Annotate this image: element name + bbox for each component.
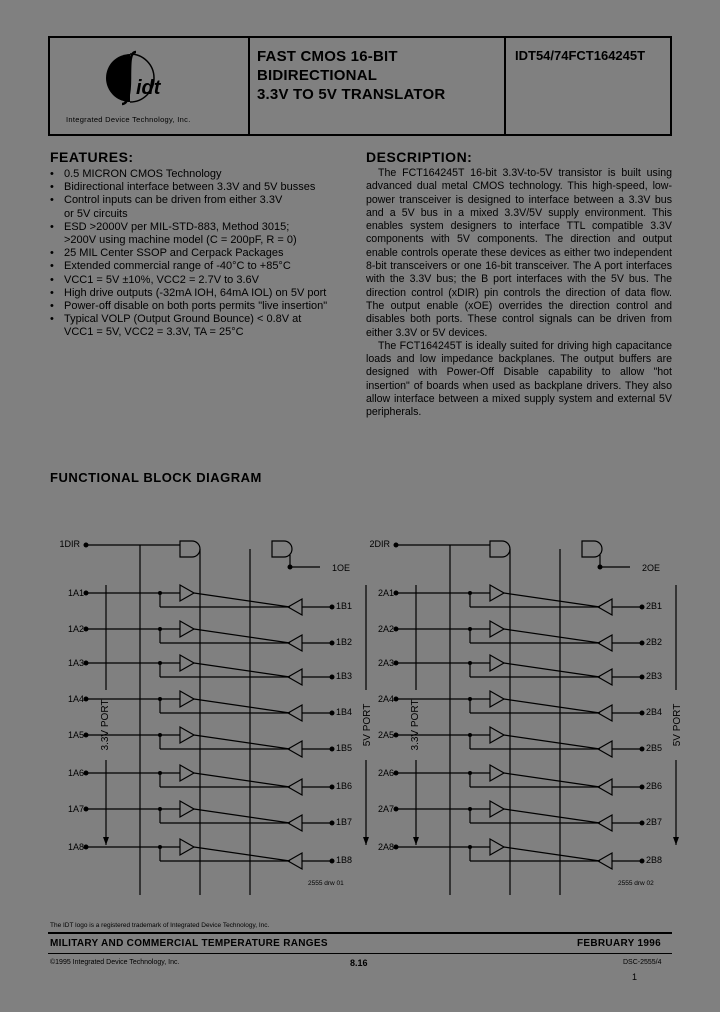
b-port-label: 1B8 bbox=[336, 855, 353, 865]
feature-item bbox=[50, 274, 350, 287]
buffer-b-to-a bbox=[598, 815, 612, 831]
feature-text: or 5V circuits bbox=[64, 207, 128, 220]
bullet-icon: • bbox=[50, 300, 54, 313]
feature-item bbox=[50, 194, 350, 220]
buffer-b-to-a bbox=[598, 741, 612, 757]
b-port-label: 1B1 bbox=[336, 601, 353, 611]
buffer-b-to-a bbox=[288, 669, 302, 685]
page-title bbox=[257, 47, 502, 104]
b-port-label: 2B3 bbox=[646, 671, 663, 681]
cross-wire bbox=[504, 773, 600, 787]
b-pin bbox=[640, 675, 645, 680]
bullet-icon: • bbox=[50, 194, 54, 207]
cross-wire bbox=[194, 773, 290, 787]
buffer-a-to-b bbox=[490, 655, 504, 671]
copyright: ©1995 Integrated Device Technology, Inc. bbox=[50, 959, 180, 966]
buffer-a-to-b bbox=[180, 621, 194, 637]
buffer-a-to-b bbox=[490, 621, 504, 637]
a-port-label: 1A5 bbox=[67, 730, 84, 740]
a-port-label: 1A8 bbox=[67, 842, 84, 852]
arrow-head bbox=[363, 837, 369, 845]
bullet-icon: • bbox=[50, 181, 54, 194]
a-port-label: 2A7 bbox=[377, 804, 394, 814]
b-pin bbox=[330, 641, 335, 646]
a-pin bbox=[84, 845, 89, 850]
cross-wire bbox=[504, 593, 600, 607]
b-port-label: 2B5 bbox=[646, 743, 663, 753]
oe-label: 2OE bbox=[642, 563, 661, 573]
a-pin bbox=[84, 771, 89, 776]
cross-wire bbox=[504, 663, 600, 677]
doc-number: DSC-2555/4 bbox=[623, 959, 662, 966]
a-port-label: 2A2 bbox=[377, 624, 394, 634]
a-port-label: 2A3 bbox=[377, 658, 394, 668]
cross-wire bbox=[194, 809, 290, 823]
bullet-icon: • bbox=[50, 286, 54, 299]
bullet-icon: • bbox=[50, 247, 54, 260]
feature-text: Bidirectional interface between 3.3V and 5V busses bbox=[64, 181, 316, 194]
a-pin bbox=[394, 845, 399, 850]
a-port-label: 2A5 bbox=[377, 730, 394, 740]
feature-text: 0.5 MICRON CMOS Technology bbox=[64, 168, 222, 180]
a-port-label: 2A4 bbox=[377, 694, 394, 704]
feature-text: 25 MIL Center SSOP and Cerpack Packages bbox=[64, 247, 284, 260]
temperature-ranges: MILITARY AND COMMERCIAL TEMPERATURE RANGES bbox=[50, 938, 328, 949]
oe-label: 1OE bbox=[332, 563, 351, 573]
b-port-label: 1B7 bbox=[336, 817, 353, 827]
b-pin bbox=[330, 821, 335, 826]
feature-text: >200V using machine model (C = 200pF, R = 0) bbox=[64, 234, 297, 247]
feature-text: High drive outputs (-32mA IOH, 64mA IOL) on 5V port bbox=[64, 286, 327, 299]
b-port-label: 1B5 bbox=[336, 743, 353, 753]
arrow-head bbox=[103, 837, 109, 845]
a-pin bbox=[84, 733, 89, 738]
a-port-label: 2A1 bbox=[377, 588, 394, 598]
b-port-label: 2B1 bbox=[646, 601, 663, 611]
buffer-b-to-a bbox=[598, 635, 612, 651]
part-number: IDT54/74FCT164245T bbox=[515, 48, 646, 63]
features-heading: FEATURES: bbox=[50, 149, 134, 165]
page-code: 8.16 bbox=[350, 958, 368, 968]
b-pin bbox=[640, 605, 645, 610]
cross-wire bbox=[504, 629, 600, 643]
buffer-a-to-b bbox=[490, 839, 504, 855]
a-pin bbox=[84, 807, 89, 812]
buffer-a-to-b bbox=[180, 801, 194, 817]
dir-node bbox=[394, 543, 399, 548]
cross-wire bbox=[504, 699, 600, 713]
buffer-a-to-b bbox=[490, 801, 504, 817]
b-pin bbox=[330, 605, 335, 610]
b-port-label: 1B3 bbox=[336, 671, 353, 681]
feature-item bbox=[50, 221, 350, 247]
a-port-label: 2A8 bbox=[377, 842, 394, 852]
b-port-label: 2B7 bbox=[646, 817, 663, 827]
port-label-left: 3.3V PORT bbox=[100, 699, 111, 751]
a-pin bbox=[394, 733, 399, 738]
buffer-b-to-a bbox=[598, 705, 612, 721]
a-port-label: 1A6 bbox=[67, 768, 84, 778]
a-pin bbox=[84, 627, 89, 632]
bullet-icon: • bbox=[50, 273, 54, 286]
buffer-a-to-b bbox=[180, 839, 194, 855]
a-port-label: 1A1 bbox=[67, 588, 84, 598]
cross-wire bbox=[194, 593, 290, 607]
buffer-a-to-b bbox=[180, 765, 194, 781]
feature-item bbox=[50, 247, 350, 260]
dir-label: 2DIR bbox=[369, 539, 390, 549]
buffer-b-to-a bbox=[288, 853, 302, 869]
dir-label: 1DIR bbox=[59, 539, 80, 549]
bullet-icon: • bbox=[50, 168, 54, 180]
b-port-label: 1B6 bbox=[336, 781, 353, 791]
buffer-a-to-b bbox=[490, 727, 504, 743]
b-port-label: 2B2 bbox=[646, 637, 663, 647]
feature-item bbox=[50, 168, 350, 181]
buffer-b-to-a bbox=[288, 741, 302, 757]
arrow-head bbox=[413, 837, 419, 845]
a-pin bbox=[84, 591, 89, 596]
features-list bbox=[50, 168, 350, 340]
port-label-right: 5V PORT bbox=[362, 703, 373, 747]
buffer-b-to-a bbox=[288, 705, 302, 721]
page-number: 1 bbox=[632, 972, 638, 982]
arrow-head bbox=[673, 837, 679, 845]
port-label-right: 5V PORT bbox=[672, 703, 683, 747]
publish-date: FEBRUARY 1996 bbox=[577, 938, 661, 949]
b-pin bbox=[640, 785, 645, 790]
drawing-ref: 2555 drw 02 bbox=[618, 880, 654, 887]
b-port-label: 2B4 bbox=[646, 707, 663, 717]
oe-node bbox=[598, 565, 603, 570]
buffer-b-to-a bbox=[598, 599, 612, 615]
description-paragraph-2: The FCT164245T is ideally suited for driving high capacitance loads and low impedance backplanes. The output buffers are designed with Power-Off Disable capability to allow "hot insertion" of boards when used as backplane drivers. They also allow interface between a mixed supply system and external 5V peripherals. bbox=[366, 339, 672, 419]
title-line-1: FAST CMOS 16-BIT bbox=[257, 48, 398, 65]
cross-wire bbox=[194, 629, 290, 643]
and-gate-left bbox=[180, 541, 200, 557]
a-pin bbox=[394, 771, 399, 776]
feature-item bbox=[50, 313, 350, 339]
diagram-heading: FUNCTIONAL BLOCK DIAGRAM bbox=[50, 470, 262, 485]
and-gate-right bbox=[582, 541, 602, 557]
functional-block-diagram bbox=[0, 505, 720, 910]
buffer-a-to-b bbox=[490, 765, 504, 781]
title-line-2: BIDIRECTIONAL bbox=[257, 67, 378, 84]
buffer-a-to-b bbox=[180, 691, 194, 707]
bullet-icon: • bbox=[50, 260, 54, 273]
a-port-label: 2A6 bbox=[377, 768, 394, 778]
bullet-icon: • bbox=[50, 220, 54, 233]
cross-wire bbox=[504, 847, 600, 861]
b-pin bbox=[330, 859, 335, 864]
feature-text: VCC1 = 5V, VCC2 = 3.3V, TA = 25°C bbox=[64, 326, 244, 339]
trademark-note: The IDT logo is a registered trademark of Integrated Device Technology, Inc. bbox=[50, 922, 270, 929]
b-pin bbox=[330, 747, 335, 752]
and-gate-left bbox=[490, 541, 510, 557]
buffer-b-to-a bbox=[288, 815, 302, 831]
title-line-3: 3.3V TO 5V TRANSLATOR bbox=[257, 86, 446, 103]
cross-wire bbox=[194, 735, 290, 749]
description-heading: DESCRIPTION: bbox=[366, 149, 473, 165]
and-gate-right bbox=[272, 541, 292, 557]
b-port-label: 2B8 bbox=[646, 855, 663, 865]
feature-text: Typical VOLP (Output Ground Bounce) < 0.8V at bbox=[64, 313, 302, 326]
feature-text: Extended commercial range of -40°C to +85°C bbox=[64, 260, 291, 273]
svg-text:idt: idt bbox=[136, 77, 161, 99]
cross-wire bbox=[194, 663, 290, 677]
b-pin bbox=[330, 675, 335, 680]
feature-item bbox=[50, 181, 350, 194]
description-body bbox=[366, 167, 672, 420]
buffer-b-to-a bbox=[598, 779, 612, 795]
feature-text: Power-off disable on both ports permits "live insertion" bbox=[64, 300, 328, 313]
buffer-a-to-b bbox=[490, 585, 504, 601]
a-pin bbox=[394, 661, 399, 666]
b-pin bbox=[330, 711, 335, 716]
bullet-icon: • bbox=[50, 313, 54, 326]
buffer-b-to-a bbox=[288, 635, 302, 651]
feature-text: ESD >2000V per MIL-STD-883, Method 3015; bbox=[64, 220, 290, 233]
drawing-ref: 2555 drw 01 bbox=[308, 880, 344, 887]
b-pin bbox=[330, 785, 335, 790]
cross-wire bbox=[194, 847, 290, 861]
a-pin bbox=[394, 591, 399, 596]
cross-wire bbox=[504, 809, 600, 823]
a-pin bbox=[394, 807, 399, 812]
dir-node bbox=[84, 543, 89, 548]
buffer-b-to-a bbox=[288, 599, 302, 615]
a-port-label: 1A3 bbox=[67, 658, 84, 668]
b-pin bbox=[640, 747, 645, 752]
buffer-a-to-b bbox=[180, 585, 194, 601]
b-pin bbox=[640, 711, 645, 716]
a-pin bbox=[84, 661, 89, 666]
port-label-left: 3.3V PORT bbox=[410, 699, 421, 751]
b-port-label: 1B2 bbox=[336, 637, 353, 647]
a-port-label: 1A7 bbox=[67, 804, 84, 814]
buffer-a-to-b bbox=[180, 655, 194, 671]
feature-item bbox=[50, 287, 350, 300]
feature-text: Control inputs can be driven from either 3.3V bbox=[64, 194, 283, 207]
feature-item bbox=[50, 300, 350, 313]
buffer-b-to-a bbox=[598, 853, 612, 869]
b-port-label: 1B4 bbox=[336, 707, 353, 717]
buffer-a-to-b bbox=[490, 691, 504, 707]
a-pin bbox=[84, 697, 89, 702]
oe-node bbox=[288, 565, 293, 570]
a-port-label: 1A2 bbox=[67, 624, 84, 634]
idt-logo-icon bbox=[100, 40, 176, 116]
buffer-a-to-b bbox=[180, 727, 194, 743]
feature-item bbox=[50, 260, 350, 273]
b-pin bbox=[640, 641, 645, 646]
b-pin bbox=[640, 821, 645, 826]
description-paragraph-1: The FCT164245T 16-bit 3.3V-to-5V transistor is built using advanced dual metal CMOS technology. This high-speed, low-power transceiver is designed to interface between a 3.3V bus and a 5V bus in a mixed 3.3V/5V supply environment. This enables system designers to interface TTL compatible 3.3V components with 5V components. The direction and output enable controls operate these devices as either two independent 8-bit transceivers or one 16-bit transceiver. The A port interfaces with the 3.3V bus; the B port interfaces with the 5V bus. The direction control (xDIR) pin controls the direction of data flow. The output enable (xOE) overrides the direction control and disables both ports. These control signals can be driven from either 3.3V or 5V devices. bbox=[366, 167, 672, 339]
buffer-b-to-a bbox=[598, 669, 612, 685]
company-name: Integrated Device Technology, Inc. bbox=[66, 115, 191, 124]
buffer-b-to-a bbox=[288, 779, 302, 795]
b-port-label: 2B6 bbox=[646, 781, 663, 791]
a-pin bbox=[394, 627, 399, 632]
a-port-label: 1A4 bbox=[67, 694, 84, 704]
company-logo bbox=[100, 40, 176, 116]
a-pin bbox=[394, 697, 399, 702]
b-pin bbox=[640, 859, 645, 864]
cross-wire bbox=[194, 699, 290, 713]
cross-wire bbox=[504, 735, 600, 749]
feature-text: VCC1 = 5V ±10%, VCC2 = 2.7V to 3.6V bbox=[64, 273, 259, 286]
